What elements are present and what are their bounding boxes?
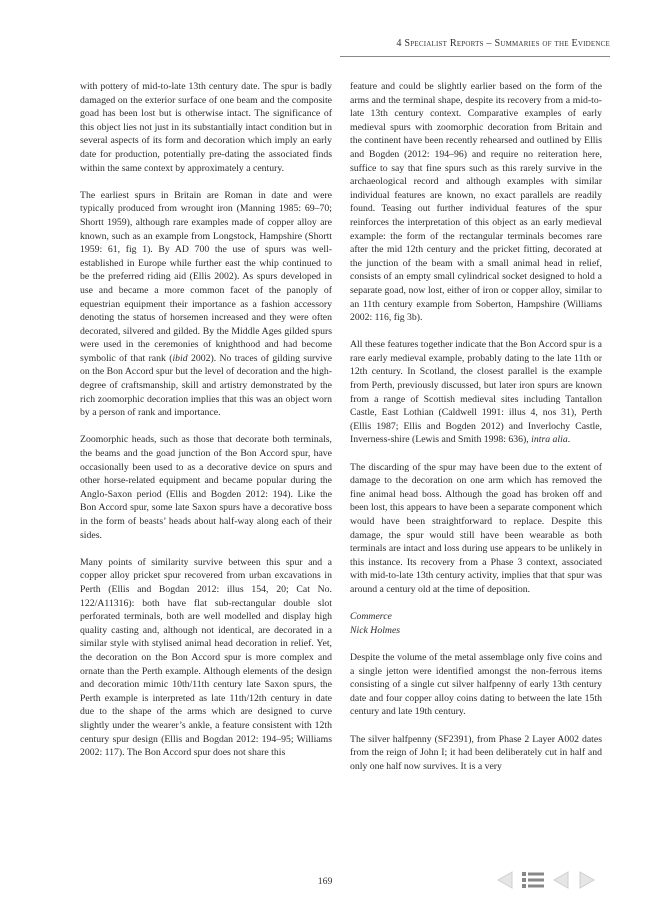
- paragraph: The discarding of the spur may have been due to the extent of damage to the decoration on one arm which has removed the fine animal head boss. Although the goad has broken off and been lost, this appears to have been a separate component which would have been straightforward to replace. Despite this damage, the spur would still have been wearable as both terminals are intact and loss during use appears to be unlikely in this instance. Its recovery from a Phase 3 context, associated with mid-to-late 13th century activity, implies that that spur was around a century old at the time of deposition.: [350, 461, 602, 595]
- italic-term: intra alia: [531, 434, 568, 446]
- left-column: [80, 80, 332, 773]
- paragraph: [350, 338, 602, 447]
- text-run: 2002). No traces of gilding survive on the Bon Accord spur but the level of decoration and the high-degree of craftsmanship, skill and artistry demonstrated by the rich zoomorphic decoration implies that this was an object worn by a person of rank and importance.: [80, 352, 332, 419]
- paragraph: Zoomorphic heads, such as those that decorate both terminals, the beams and the goad junction of the Bon Accord spur, have occasionally been used to as a decorative device on spurs and other horse-related equipment and became popular during the Anglo-Saxon period (Ellis and Bogden 2012: 194). Like the Bon Accord spur, some late Saxon spurs have a decorative boss in the form of beasts’ heads about half-way along each of their sides.: [80, 434, 332, 541]
- paragraph: with pottery of mid-to-late 13th century date. The spur is badly damaged on the exterior surface of one beam and the composite goad has been lost but is otherwise intact. The significance of this object lies not just in its substantially intact condition but in several aspects of its form and decoration which imply an early date for production, potentially pre-dating the associated finds within the same context by approximately a century.: [80, 81, 332, 174]
- menu-list-icon[interactable]: [520, 869, 546, 891]
- section-author: Nick Holmes: [350, 624, 401, 636]
- paragraph: [80, 189, 332, 420]
- next-page-icon[interactable]: [576, 869, 598, 891]
- page-navigation: [494, 869, 598, 891]
- text-run: All these features together indicate that the Bon Accord spur is a rare early medieval example, probably dating to the late 11th or 12th century. In Scotland, the closest parallel is the example from Perth, previously discussed, but later iron spurs are known from a range of Scottish medieval sites including Tantallon Castle, East Lothian (Caldwell 1991: illus 4, nos 31), Perth (Ellis 1987; Ellis and Bogden 2012) and Inverlochy Castle, Inverness-shire (Lewis and Smith 1998: 636),: [350, 339, 602, 446]
- text-run: .: [567, 434, 571, 446]
- paragraph: Despite the volume of the metal assemblage only five coins and a single jetton were identified amongst the non-ferrous items consisting of a single cut silver halfpenny of early 13th century date and four copper alloy coins dating to between the late 15th century and late 19th century.: [350, 651, 602, 718]
- previous-page-faded-icon[interactable]: [494, 869, 516, 891]
- previous-page-icon[interactable]: [550, 869, 572, 891]
- paragraph: Many points of similarity survive between this spur and a copper alloy pricket spur recovered from urban excavations in Perth (Ellis and Bogdan 2012: illus 154, 20; Cat No. 122/A11316): both have flat sub-rectangular double slot perforated terminals, both are well modelled and display high quality casting and, although not identical, are decorated in a similar style with stylised animal head decoration in relief. Yet, the decoration on the Bon Accord spur is more complex and ornate than the Perth example. Although elements of the design and decoration mimic 10th/11th century late Saxon spurs, the Perth example is interpreted as late 11th/12th century in date due to the shape of the arms which are designed to curve slightly under the wearer’s ankle, a feature consistent with 12th century spur design (Ellis and Bogdan 2012: 194–95; Williams 2002: 117). The Bon Accord spur does not share this: [80, 556, 332, 759]
- header-rule: [340, 56, 610, 57]
- section-title: Commerce: [350, 611, 392, 623]
- page-number: 169: [317, 876, 333, 887]
- running-head: 4 Specialist Reports – Summaries of the Evidence: [396, 38, 610, 49]
- right-column: [350, 80, 602, 787]
- paragraph: feature and could be slightly earlier based on the form of the arms and the terminal shape, despite its recovery from a mid-to-late 13th century context. Comparative examples of early medieval spurs with zoomorphic decoration from Britain and the continent have been recently rehearsed and outlined by Ellis and Bogden (2012: 194–96) and require no reiteration here, suffice to say that fine spurs such as this rarely survive in the archaeological record and although examples with similar individual features are known, no exact parallels are readily found. Teasing out further individual features of the spur reinforces the interpretation of this object as an early medieval example: the form of the rectangular terminals becomes rare after the mid 12th century and the pricket fitting, decorated at the junction of the beam with a small animal head in relief, consists of an empty small cylindrical socket designed to hold a separate goad, now lost, either of iron or copper alloy, similar to an 11th century example from Soberton, Hampshire (Williams 2002: 116, fig 3b).: [350, 81, 602, 324]
- italic-term: ibid: [172, 352, 188, 364]
- text-run: The earliest spurs in Britain are Roman in date and were typically produced from wrought iron (Manning 1985: 69–70; Shortt 1959), although rare examples made of copper alloy are known, such as an example from Longstock, Hampshire (Shortt 1959: 61, fig 1). By AD 700 the use of spurs was well-established in Europe while further east the whip continued to be the preferred riding aid (Ellis 2002). As spurs developed in use and became a more common facet of the panoply of equestrian equipment their importance as a fashion accessory denoting the status of horsemen increased and they were often decorated, silvered and gilded. By the Middle Ages gilded spurs were used in the ceremonies of knighthood and had become symbolic of that rank (: [80, 189, 332, 364]
- paragraph: The silver halfpenny (SF2391), from Phase 2 Layer A002 dates from the reign of John I; it had been deliberately cut in half and only one half now survives. It is a very: [350, 733, 602, 772]
